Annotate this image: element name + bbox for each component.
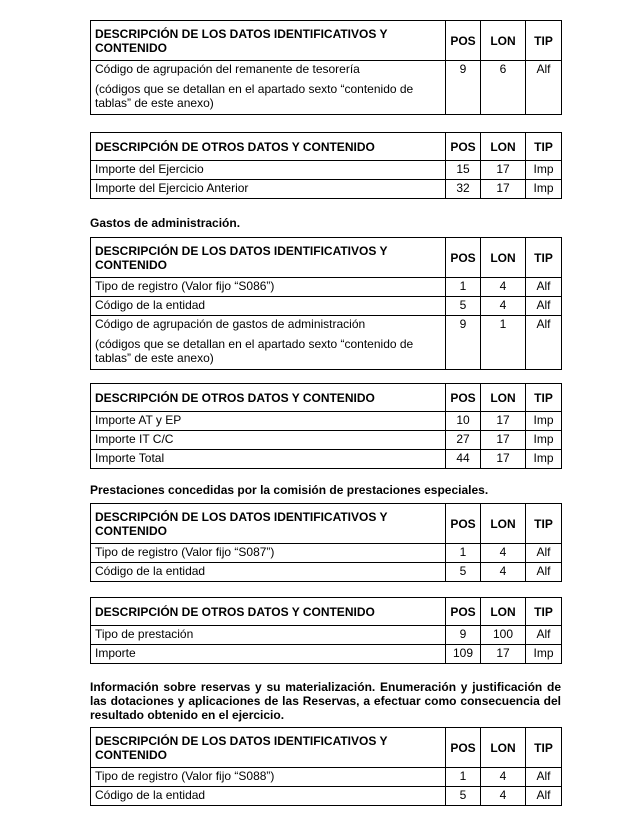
cell-tip: Alf <box>526 544 562 563</box>
cell-lon: 4 <box>481 278 526 297</box>
data-table <box>90 503 562 582</box>
cell-lon: 17 <box>481 431 526 450</box>
table-prestaciones-otros <box>90 597 562 664</box>
header-description: DESCRIPCIÓN DE LOS DATOS IDENTIFICATIVOS Y CONTENIDO <box>91 504 446 544</box>
cell-description <box>91 787 446 806</box>
section-heading-reservas: Información sobre reservas y su materialización. Enumeración y justificación de las dotaciones y aplicaciones de las Reservas, a efectuar como consecuencia del resultado obtenido en el ejercicio. <box>90 680 561 722</box>
header-pos: POS <box>446 504 481 544</box>
cell-pos: 15 <box>446 161 481 180</box>
header-pos: POS <box>446 133 481 161</box>
header-description: DESCRIPCIÓN DE OTROS DATOS Y CONTENIDO <box>91 133 446 161</box>
cell-lon: 4 <box>481 768 526 787</box>
cell-tip: Alf <box>526 316 562 370</box>
description-text: Importe Total <box>95 451 165 465</box>
cell-tip: Imp <box>526 431 562 450</box>
header-description: DESCRIPCIÓN DE LOS DATOS IDENTIFICATIVOS Y CONTENIDO <box>91 21 446 61</box>
cell-description <box>91 544 446 563</box>
header-tip: TIP <box>526 728 562 768</box>
cell-description <box>91 626 446 645</box>
cell-tip: Alf <box>526 768 562 787</box>
description-text: Importe del Ejercicio Anterior <box>95 181 249 195</box>
header-tip: TIP <box>526 598 562 626</box>
table-row <box>91 645 562 664</box>
cell-tip: Alf <box>526 563 562 582</box>
cell-description <box>91 412 446 431</box>
cell-pos: 9 <box>446 626 481 645</box>
cell-pos: 27 <box>446 431 481 450</box>
table-gastos-otros <box>90 383 562 469</box>
cell-tip: Alf <box>526 626 562 645</box>
description-note: (códigos que se detallan en el apartado sexto “contenido de tablas” de este anexo) <box>95 82 414 110</box>
header-row <box>91 133 562 161</box>
cell-pos: 1 <box>446 278 481 297</box>
cell-pos: 109 <box>446 645 481 664</box>
header-pos: POS <box>446 728 481 768</box>
cell-description <box>91 768 446 787</box>
cell-tip: Alf <box>526 787 562 806</box>
cell-lon: 4 <box>481 544 526 563</box>
description-text: Código de la entidad <box>95 298 206 312</box>
table-row <box>91 278 562 297</box>
description-text: Código de agrupación del remanente de tesorería <box>95 62 360 76</box>
header-tip: TIP <box>526 133 562 161</box>
header-row <box>91 384 562 412</box>
table-row <box>91 412 562 431</box>
cell-description <box>91 316 446 370</box>
cell-pos: 5 <box>446 787 481 806</box>
description-text: Importe del Ejercicio <box>95 162 204 176</box>
description-text: Código de la entidad <box>95 788 206 802</box>
table-row <box>91 316 562 370</box>
cell-description <box>91 278 446 297</box>
header-row <box>91 21 562 61</box>
cell-tip: Imp <box>526 412 562 431</box>
header-pos: POS <box>446 238 481 278</box>
header-pos: POS <box>446 384 481 412</box>
header-row <box>91 728 562 768</box>
description-text: Tipo de registro (Valor fijo “S087”) <box>95 545 275 559</box>
table-row <box>91 450 562 469</box>
cell-lon: 4 <box>481 787 526 806</box>
description-text: Importe <box>95 646 136 660</box>
data-table <box>90 383 562 469</box>
table-remanente-identificativos <box>90 20 562 115</box>
header-row <box>91 598 562 626</box>
cell-tip: Imp <box>526 645 562 664</box>
header-description: DESCRIPCIÓN DE LOS DATOS IDENTIFICATIVOS Y CONTENIDO <box>91 728 446 768</box>
section-heading-gastos: Gastos de administración. <box>90 216 241 230</box>
cell-description <box>91 450 446 469</box>
cell-pos: 9 <box>446 61 481 115</box>
cell-pos: 1 <box>446 768 481 787</box>
data-table <box>90 20 562 115</box>
cell-description <box>91 61 446 115</box>
cell-description <box>91 645 446 664</box>
header-tip: TIP <box>526 504 562 544</box>
description-text: Importe IT C/C <box>95 432 174 446</box>
header-lon: LON <box>481 728 526 768</box>
header-lon: LON <box>481 21 526 61</box>
cell-description <box>91 297 446 316</box>
table-gastos-identificativos <box>90 237 562 370</box>
table-row <box>91 61 562 115</box>
section-heading-prestaciones: Prestaciones concedidas por la comisión de prestaciones especiales. <box>90 483 489 497</box>
data-table <box>90 727 562 806</box>
description-text: Tipo de prestación <box>95 627 194 641</box>
description-text: Código de la entidad <box>95 564 206 578</box>
data-table <box>90 237 562 370</box>
cell-pos: 32 <box>446 180 481 199</box>
cell-tip: Imp <box>526 180 562 199</box>
header-lon: LON <box>481 133 526 161</box>
description-text: Importe AT y EP <box>95 413 182 427</box>
table-row <box>91 768 562 787</box>
header-description: DESCRIPCIÓN DE LOS DATOS IDENTIFICATIVOS Y CONTENIDO <box>91 238 446 278</box>
header-lon: LON <box>481 504 526 544</box>
cell-tip: Imp <box>526 161 562 180</box>
header-lon: LON <box>481 238 526 278</box>
header-tip: TIP <box>526 21 562 61</box>
table-row <box>91 544 562 563</box>
cell-lon: 17 <box>481 645 526 664</box>
description-text: Tipo de registro (Valor fijo “S088”) <box>95 769 275 783</box>
table-row <box>91 180 562 199</box>
cell-description <box>91 180 446 199</box>
cell-lon: 1 <box>481 316 526 370</box>
table-row <box>91 787 562 806</box>
table-prestaciones-identificativos <box>90 503 562 582</box>
cell-lon: 6 <box>481 61 526 115</box>
data-table <box>90 132 562 199</box>
header-pos: POS <box>446 21 481 61</box>
cell-lon: 17 <box>481 450 526 469</box>
table-reservas-identificativos <box>90 727 562 806</box>
header-description: DESCRIPCIÓN DE OTROS DATOS Y CONTENIDO <box>91 384 446 412</box>
cell-lon: 17 <box>481 412 526 431</box>
header-row <box>91 238 562 278</box>
cell-tip: Imp <box>526 450 562 469</box>
cell-pos: 5 <box>446 297 481 316</box>
data-table <box>90 597 562 664</box>
table-row <box>91 297 562 316</box>
table-row <box>91 161 562 180</box>
cell-tip: Alf <box>526 278 562 297</box>
table-row <box>91 563 562 582</box>
cell-lon: 100 <box>481 626 526 645</box>
cell-pos: 9 <box>446 316 481 370</box>
description-text: Tipo de registro (Valor fijo “S086”) <box>95 279 275 293</box>
table-row <box>91 431 562 450</box>
cell-description <box>91 161 446 180</box>
header-tip: TIP <box>526 238 562 278</box>
table-row <box>91 626 562 645</box>
cell-tip: Alf <box>526 297 562 316</box>
description-text: Código de agrupación de gastos de administración <box>95 317 366 331</box>
header-tip: TIP <box>526 384 562 412</box>
cell-pos: 1 <box>446 544 481 563</box>
cell-tip: Alf <box>526 61 562 115</box>
header-row <box>91 504 562 544</box>
cell-pos: 44 <box>446 450 481 469</box>
cell-description <box>91 431 446 450</box>
description-note: (códigos que se detallan en el apartado sexto “contenido de tablas” de este anexo) <box>95 337 414 365</box>
table-remanente-otros <box>90 132 562 199</box>
cell-lon: 4 <box>481 563 526 582</box>
header-lon: LON <box>481 598 526 626</box>
cell-description <box>91 563 446 582</box>
header-description: DESCRIPCIÓN DE OTROS DATOS Y CONTENIDO <box>91 598 446 626</box>
header-pos: POS <box>446 598 481 626</box>
cell-lon: 17 <box>481 180 526 199</box>
header-lon: LON <box>481 384 526 412</box>
cell-pos: 5 <box>446 563 481 582</box>
cell-lon: 17 <box>481 161 526 180</box>
cell-pos: 10 <box>446 412 481 431</box>
cell-lon: 4 <box>481 297 526 316</box>
